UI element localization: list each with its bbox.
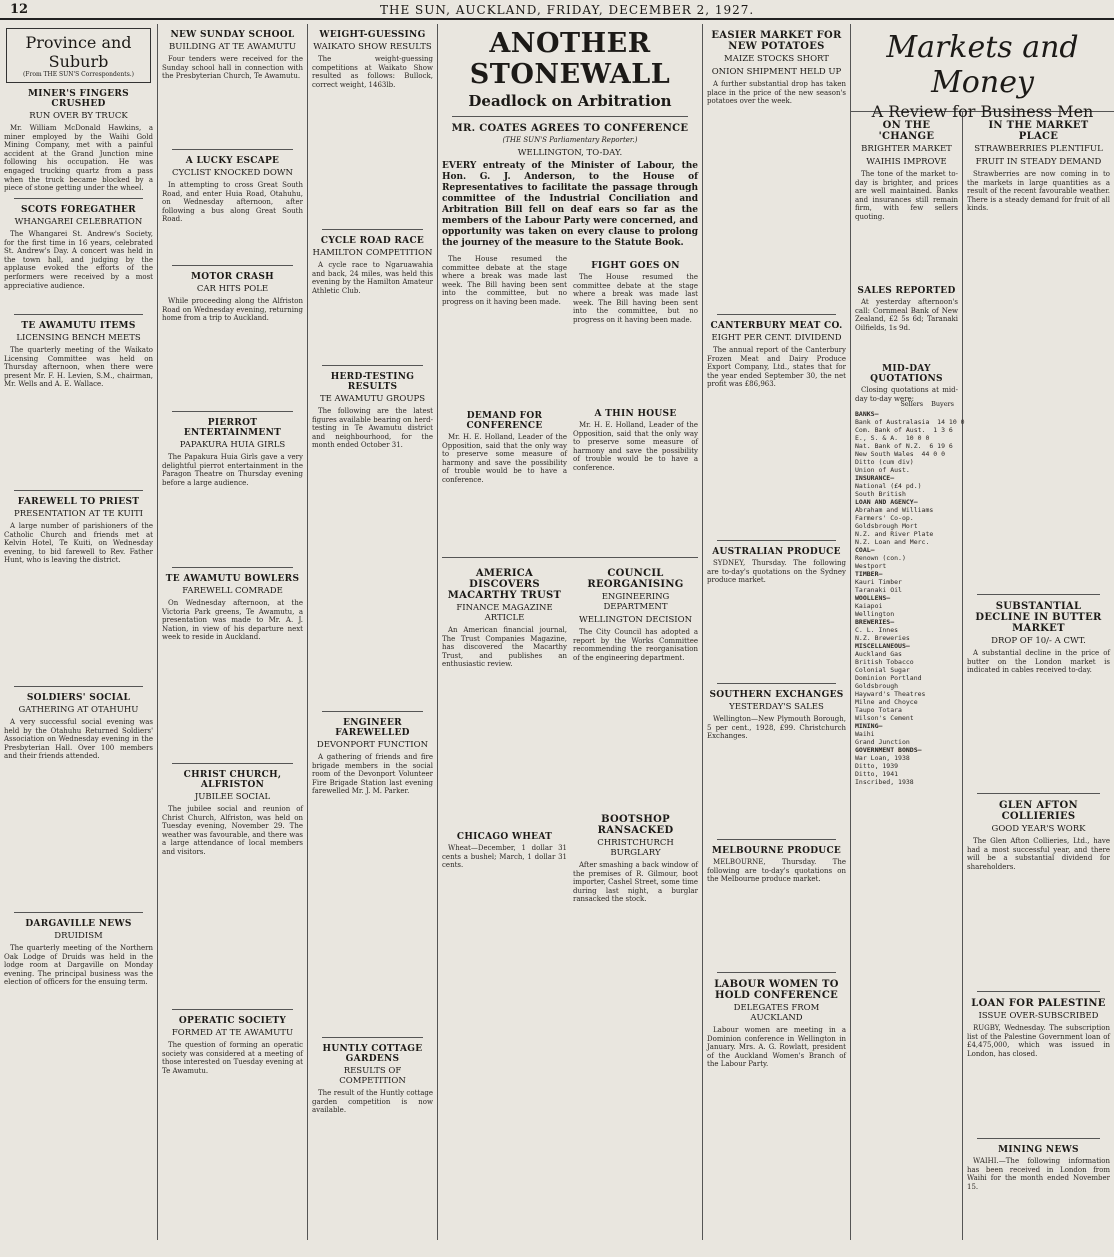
headline: TE AWAMUTU BOWLERS xyxy=(165,574,300,584)
headline: LOAN FOR PALESTINE xyxy=(971,998,1106,1009)
headline: CHICAGO WHEAT xyxy=(456,832,553,842)
subheadline: CAR HITS POLE xyxy=(196,284,269,294)
headline: ENGINEER FAREWELLED xyxy=(335,718,410,738)
divider xyxy=(452,116,688,117)
subheadline: FORMED AT TE AWAMUTU xyxy=(171,1028,294,1038)
subheadline: STRAWBERRIES PLENTIFUL xyxy=(974,144,1103,154)
divider xyxy=(14,912,143,913)
subheadline: BRIGHTER MARKET xyxy=(861,144,952,154)
quote-row: Colonial Sugar xyxy=(855,666,910,674)
article-body: A gathering of friends and fire brigade members in the social room of the Devonport Volunteer Fire Brigade Station last evening farewelled Mr. J. M. Parker. xyxy=(312,753,433,796)
quote-row: New South Wales 44 0 0 xyxy=(855,450,946,458)
subheadline: PRESENTATION AT TE KUITI xyxy=(13,509,144,519)
crosshead: FIGHT GOES ON xyxy=(591,261,680,271)
headline: MELBOURNE PRODUCE xyxy=(711,846,842,856)
subheadline: CHRISTCHURCH BURGLARY xyxy=(597,838,674,858)
article-body: Labour women are meeting in a Dominion conference in Wellington in January. Mrs. A. G. Rowlatt, president of the Auckland Women's Branch of the Labour Party. xyxy=(707,1026,846,1069)
divider xyxy=(14,314,143,315)
divider xyxy=(322,711,423,712)
headline: MID-DAY QUOTATIONS xyxy=(870,364,943,384)
column-province xyxy=(0,24,158,1240)
banner-title: Markets and Money xyxy=(886,30,1079,100)
main-subheadline: MR. COATES AGREES TO CONFERENCE xyxy=(451,123,689,134)
article-body: On Wednesday afternoon, at the Victoria Park greens, Te Awamutu, a presentation was made to Mr. A. J. Nation, in view of his departure next week to reside in Auckland. xyxy=(162,599,303,642)
article-body: In attempting to cross Great South Road, and enter Huia Road, Otahuhu, on Wednesday afternoon, after following a bus along Great South Road. xyxy=(162,181,303,224)
divider xyxy=(977,991,1100,992)
article-body: The quarterly meeting of the Waikato Licensing Committee was held on Thursday afternoon, when there were present Mr. F. H. Levien, S.M., chairman, Mr. Wells and A. E. Wallace. xyxy=(4,346,153,389)
headline: SUBSTANTIAL DECLINE IN BUTTER MARKET xyxy=(975,601,1102,634)
quote-row: Bank of Australasia 14 10 0 xyxy=(855,418,965,426)
column-produce xyxy=(703,24,851,1240)
quote-row: E., S. & A. 10 0 0 xyxy=(855,434,930,442)
column-local-news xyxy=(158,24,308,1240)
subheadline: WELLINGTON DECISION xyxy=(578,615,693,625)
headline: BOOTSHOP RANSACKED xyxy=(597,814,674,836)
article-body: The weight-guessing competitions at Waikato Show resulted as follows: Bullock, correct weight, 1463lb. xyxy=(312,55,433,89)
crosshead: DEMAND FOR CONFERENCE xyxy=(466,411,543,431)
article-body: The result of the Huntly cottage garden competition is now available. xyxy=(312,1089,433,1115)
subheadline: BUILDING AT TE AWAMUTU xyxy=(168,42,297,52)
headline: TE AWAMUTU ITEMS xyxy=(21,321,136,331)
quote-row: Wilson's Cement xyxy=(855,714,914,722)
subheadline: LICENSING BENCH MEETS xyxy=(16,333,141,343)
article-body: After smashing a back window of the premises of R. Gilmour, boot importer, Cashel Street, some time during last night, a burglar ransacked the stock. xyxy=(573,861,698,904)
article-body: A large number of parishioners of the Catholic Church and friends met at Kelvin Hotel, Te Kuiti, on Wednesday evening, to bid farewell to Rev. Father Hunt, who is leaving the district. xyxy=(4,522,153,565)
article-body: Closing quotations at mid-day to-day were: xyxy=(855,386,958,403)
article-body: A cycle race to Ngaruawahia and back, 24 miles, was held this evening by the Hamilton Amateur Athletic Club. xyxy=(312,261,433,295)
article-body: The Glen Afton Collieries, Ltd., have had a most successful year, and there will be a substantial dividend for shareholders. xyxy=(967,837,1110,871)
article-body: A further substantial drop has taken place in the price of the new season's potatoes over the week. xyxy=(707,80,846,106)
headline: IN THE MARKET PLACE xyxy=(988,120,1089,142)
quote-row: N.Z. Loan and Merc. xyxy=(855,538,930,546)
headline: DARGAVILLE NEWS xyxy=(25,919,132,929)
article-body: The Papakura Huia Girls gave a very delightful pierrot entertainment in the Paragon Theatre on Thursday evening before a large audience. xyxy=(162,453,303,487)
quote-row: Inscribed, 1938 xyxy=(855,778,914,786)
article-body: At yesterday afternoon's call: Cornmeal Bank of New Zealand, £2 5s 6d; Taranaki Oilfields, 1s 9d. xyxy=(855,298,958,332)
quote-row: Hayward's Theatres xyxy=(855,690,926,698)
headline: EASIER MARKET FOR NEW POTATOES xyxy=(711,30,842,52)
section-subtitle: (From THE SUN'S Correspondents.) xyxy=(22,71,135,78)
quote-row: National (£4 pd.) xyxy=(855,482,922,490)
subheadline: DROP OF 10/- A CWT. xyxy=(991,636,1086,646)
quote-row: Wellington xyxy=(855,610,895,618)
lead-paragraph: EVERY entreaty of the Minister of Labour, the Hon. G. J. Anderson, to the House of Representatives to facilitate the passage through committee of the Industrial Conciliation and Arbitration Bill fell on deaf ears so far as the members of the Labour Party were concerned, and opportunity was taken on every clause to prolong the journey of the measure to the Statute Book. xyxy=(442,161,698,248)
quote-row: Ditto, 1941 xyxy=(855,770,899,778)
headline: CANTERBURY MEAT CO. xyxy=(710,321,843,331)
headline: COUNCIL REORGANISING xyxy=(587,568,684,590)
subheadline: RUN OVER BY TRUCK xyxy=(29,111,128,121)
quote-row: Taranaki Oil xyxy=(855,586,902,594)
subheadline: MAIZE STOCKS SHORT xyxy=(724,54,829,64)
divider xyxy=(322,229,423,230)
quote-section: BREWERIES— xyxy=(855,618,895,626)
quote-row: Dominion Portland xyxy=(855,674,922,682)
headline: AUSTRALIAN PRODUCE xyxy=(712,547,841,557)
article-body: Wellington—New Plymouth Borough, 5 per cent., 1928, £99. Christchurch Exchanges. xyxy=(707,715,846,741)
article-body: A substantial decline in the price of butter on the London market is indicated in cables received to-day. xyxy=(967,649,1110,675)
article-body: The annual report of the Canterbury Frozen Meat and Dairy Produce Export Company, Ltd., states that for the year ended September 30, the net profit was £86,963. xyxy=(707,346,846,389)
article-body: RUGBY, Wednesday. The subscription list of the Palestine Government loan of £4,475,000, which was issued in London, has closed. xyxy=(967,1024,1110,1058)
divider xyxy=(172,1009,293,1010)
headline: SOLDIERS' SOCIAL xyxy=(26,693,131,703)
article-body: A very successful social evening was held by the Otahuhu Returned Soldiers' Association on Wednesday evening in the Presbyterian Hall. Over 100 members and their friends attended. xyxy=(4,718,153,761)
main-headline: ANOTHER STONEWALL xyxy=(469,28,671,90)
headline: WEIGHT-GUESSING xyxy=(319,30,426,40)
divider xyxy=(172,411,293,412)
headline: CHRIST CHURCH, ALFRISTON xyxy=(183,770,282,790)
quote-section: TIMBER— xyxy=(855,570,883,578)
divider xyxy=(322,365,423,366)
column-header-buyers: Buyers xyxy=(931,400,954,408)
subheadline: PAPAKURA HUIA GIRLS xyxy=(179,440,286,450)
column-markets-content xyxy=(967,114,1110,1240)
subheadline: WAIHIS IMPROVE xyxy=(866,157,947,167)
article-body: An American financial journal, The Trust Companies Magazine, has discovered the Macarthy Trust, and publishes an enthusiastic review. xyxy=(442,626,567,669)
main-deck: Deadlock on Arbitration xyxy=(468,92,672,110)
quote-section: BANKS— xyxy=(855,410,879,418)
headline: ON THE 'CHANGE xyxy=(878,120,935,142)
headline: HERD-TESTING RESULTS xyxy=(330,372,415,392)
quote-section: INSURANCE— xyxy=(855,474,895,482)
subheadline: WAIKATO SHOW RESULTS xyxy=(313,42,432,52)
quote-section: COAL— xyxy=(855,546,875,554)
quote-row: Farmers' Co-op. xyxy=(855,514,914,522)
quote-row: Kaiapoi xyxy=(855,602,883,610)
divider xyxy=(717,839,836,840)
divider xyxy=(717,683,836,684)
quote-section: LOAN AND AGENCY— xyxy=(855,498,918,506)
article-body: While proceeding along the Alfriston Road on Wednesday evening, returning home from a trip to Auckland. xyxy=(162,297,303,323)
quote-row: Milne and Choyce xyxy=(855,698,918,706)
column-results xyxy=(308,24,438,1240)
quote-section: MISCELLANEOUS— xyxy=(855,642,910,650)
quote-row: Westport xyxy=(855,562,887,570)
quote-row: War Loan, 1938 xyxy=(855,754,910,762)
article-body: The tone of the market to-day is brighter, and prices are well maintained. Banks and insurances still remain firm, with few sellers quoting. xyxy=(855,170,958,221)
article-body: The Whangarei St. Andrew's Society, for the first time in 16 years, celebrated St. Andrew's Day. A concert was held in the town hall, and judging by the applause evoked the efforts of the performers were received by a most appreciative audience. xyxy=(4,230,153,290)
banner-subtitle: A Review for Business Men xyxy=(871,102,1094,121)
quote-row: C. L. Innes xyxy=(855,626,899,634)
subheadline: CYCLIST KNOCKED DOWN xyxy=(172,168,293,178)
section-banner xyxy=(6,28,151,83)
headline: SOUTHERN EXCHANGES xyxy=(709,690,844,700)
section-title: Province and Suburb xyxy=(25,33,132,71)
article-body: The quarterly meeting of the Northern Oak Lodge of Druids was held in the lodge room at Dargaville on Monday evening. The principal business was the election of officers for the ensuing term. xyxy=(4,944,153,987)
quote-row: Goldsbrough Mort xyxy=(855,522,918,530)
divider xyxy=(442,557,698,558)
subheadline: DEVONPORT FUNCTION xyxy=(316,740,429,750)
article-body: The jubilee social and reunion of Christ Church, Alfriston, was held on Tuesday evening, November 29. The weather was favourable, and there was a large attendance of local members and visitors. xyxy=(162,805,303,856)
divider xyxy=(14,198,143,199)
subheadline: DELEGATES FROM AUCKLAND xyxy=(733,1003,820,1023)
page-number: 12 xyxy=(10,2,29,17)
subheadline: DRUIDISM xyxy=(54,931,103,941)
headline: A LUCKY ESCAPE xyxy=(185,156,280,166)
article-body: Mr. H. E. Holland, Leader of the Opposition, said that the only way to preserve some measure of harmony and save the possibility of trouble would be to have a conference. xyxy=(573,421,698,472)
headline: MINING NEWS xyxy=(998,1145,1079,1155)
markets-banner xyxy=(851,24,1114,121)
quote-row: Taupo Totara xyxy=(855,706,902,714)
quote-row: Kauri Timber xyxy=(855,578,902,586)
headline: MINER'S FINGERS CRUSHED xyxy=(28,89,129,109)
divider xyxy=(14,490,143,491)
article-body: Four tenders were received for the Sunday school hall in connection with the Presbyterian Church, Te Awamutu. xyxy=(162,55,303,81)
quote-section: GOVERNMENT BONDS— xyxy=(855,746,922,754)
subheadline: EIGHT PER CENT. DIVIDEND xyxy=(711,333,842,343)
subheadline: FINANCE MAGAZINE ARTICLE xyxy=(456,603,553,623)
quote-row: N.Z. Breweries xyxy=(855,634,910,642)
subheadline: FRUIT IN STEADY DEMAND xyxy=(975,157,1102,167)
article-body: SYDNEY, Thursday. The following are to-day's quotations on the Sydney produce market. xyxy=(707,559,846,585)
article-body: WAIHI.—The following information has been received in London from Waihi for the month ended November 15. xyxy=(967,1157,1110,1191)
divider xyxy=(172,567,293,568)
article-body: The question of forming an operatic society was considered at a meeting of those interested on Tuesday evening at Te Awamutu. xyxy=(162,1041,303,1075)
subheadline: TE AWAMUTU GROUPS xyxy=(319,394,426,404)
column-exchange xyxy=(851,24,963,1240)
divider xyxy=(977,1138,1100,1139)
quote-row: Abraham and Williams xyxy=(855,506,934,514)
subheadline: ENGINEERING DEPARTMENT xyxy=(601,592,670,612)
divider xyxy=(172,149,293,150)
headline: NEW SUNDAY SCHOOL xyxy=(170,30,295,40)
headline: CYCLE ROAD RACE xyxy=(320,236,425,246)
headline: LABOUR WOMEN TO HOLD CONFERENCE xyxy=(714,979,839,1001)
article-body: Wheat—December, 1 dollar 31 cents a bushel; March, 1 dollar 31 cents. xyxy=(442,844,567,870)
subheadline: YESTERDAY'S SALES xyxy=(729,702,824,712)
dateline: WELLINGTON, TO-DAY. xyxy=(517,148,623,158)
crosshead: A THIN HOUSE xyxy=(594,409,677,419)
divider xyxy=(977,594,1100,595)
quote-section: MINING— xyxy=(855,722,883,730)
article-body: The House resumed the committee debate at the stage where a break was made last week. The Bill having been sent into the committee, but no progress on it having been made. xyxy=(442,255,567,306)
headline: PIERROT ENTERTAINMENT xyxy=(183,418,282,438)
quote-row: Renown (con.) xyxy=(855,554,906,562)
column-header-sellers: Sellers xyxy=(900,400,924,408)
quote-row: Waihi xyxy=(855,730,875,738)
subheadline: JUBILEE SOCIAL xyxy=(194,792,271,802)
masthead xyxy=(0,0,1114,20)
byline: (THE SUN'S Parliamentary Reporter.) xyxy=(502,136,638,144)
quote-row: Ditto, 1939 xyxy=(855,762,899,770)
headline: AMERICA DISCOVERS MACARTHY TRUST xyxy=(447,568,562,601)
subheadline: FAREWELL COMRADE xyxy=(182,586,283,596)
divider xyxy=(172,763,293,764)
subheadline: HAMILTON COMPETITION xyxy=(312,248,433,258)
quote-row: South British xyxy=(855,490,906,498)
article-body: The City Council has adopted a report by the Works Committee recommending the reorganisation of the engineering department. xyxy=(573,628,698,662)
article-body: Strawberries are now coming in to the markets in large quantities as a result of the recent favourable weather. There is a steady demand for fruit of all kinds. xyxy=(967,170,1110,213)
subheadline: ISSUE OVER-SUBSCRIBED xyxy=(978,1011,1099,1021)
article-body: The following are the latest figures available bearing on herd-testing in Te Awamutu district and neighbourhood, for the month ended October 31. xyxy=(312,407,433,450)
headline: GLEN AFTON COLLIERIES xyxy=(999,800,1078,822)
subheadline: GATHERING AT OTAHUHU xyxy=(18,705,139,715)
article-body: Mr. H. E. Holland, Leader of the Opposition, said that the only way to preserve some measure of harmony and save the possibility of trouble would be to have a conference. xyxy=(442,433,567,484)
article-body: Mr. William McDonald Hawkins, a miner employed by the Waihi Gold Mining Company, met with a painful accident at the Grand Junction mine following his occupation. He was engaged trucking quartz from a pass when the truck became blocked by a piece of stone getting under the wheel. xyxy=(4,124,153,193)
article-body: MELBOURNE, Thursday. The following are to-day's quotations on the Melbourne produce market. xyxy=(707,858,846,884)
newspaper-title: THE SUN, AUCKLAND, FRIDAY, DECEMBER 2, 1927. xyxy=(380,3,755,17)
divider xyxy=(172,265,293,266)
subheadline: RESULTS OF COMPETITION xyxy=(339,1066,406,1086)
divider xyxy=(322,1037,423,1038)
subheadline: GOOD YEAR'S WORK xyxy=(991,824,1086,834)
headline: MOTOR CRASH xyxy=(191,272,274,282)
quote-row: Union of Aust. xyxy=(855,466,910,474)
subheadline: WHANGAREI CELEBRATION xyxy=(14,217,143,227)
quote-row: Ditto (cum div) xyxy=(855,458,914,466)
quote-row: Goldsbrough xyxy=(855,682,899,690)
headline: SALES REPORTED xyxy=(857,286,956,296)
quote-section: WOOLLENS— xyxy=(855,594,891,602)
headline: FAREWELL TO PRIEST xyxy=(17,497,140,507)
quote-row: Grand Junction xyxy=(855,738,910,746)
divider xyxy=(717,540,836,541)
divider xyxy=(717,972,836,973)
quote-row: N.Z. and River Plate xyxy=(855,530,934,538)
column-main-story xyxy=(438,24,703,1240)
quote-row: British Tobacco xyxy=(855,658,914,666)
quote-row: Com. Bank of Aust. 1 3 6 xyxy=(855,426,953,434)
headline: OPERATIC SOCIETY xyxy=(178,1016,287,1026)
quote-row: Auckland Gas xyxy=(855,650,902,658)
divider xyxy=(977,793,1100,794)
headline: SCOTS FOREGATHER xyxy=(21,205,136,215)
subheadline: ONION SHIPMENT HELD UP xyxy=(711,67,842,77)
article-body: The House resumed the committee debate at the stage where a break was made last week. The Bill having been sent into the committee, but no progress on it having been made. xyxy=(573,273,698,324)
divider xyxy=(14,686,143,687)
quote-row: Nat. Bank of N.Z. 6 19 6 xyxy=(855,442,953,450)
quotations-table xyxy=(855,410,965,786)
headline: HUNTLY COTTAGE GARDENS xyxy=(322,1044,423,1064)
divider xyxy=(717,314,836,315)
